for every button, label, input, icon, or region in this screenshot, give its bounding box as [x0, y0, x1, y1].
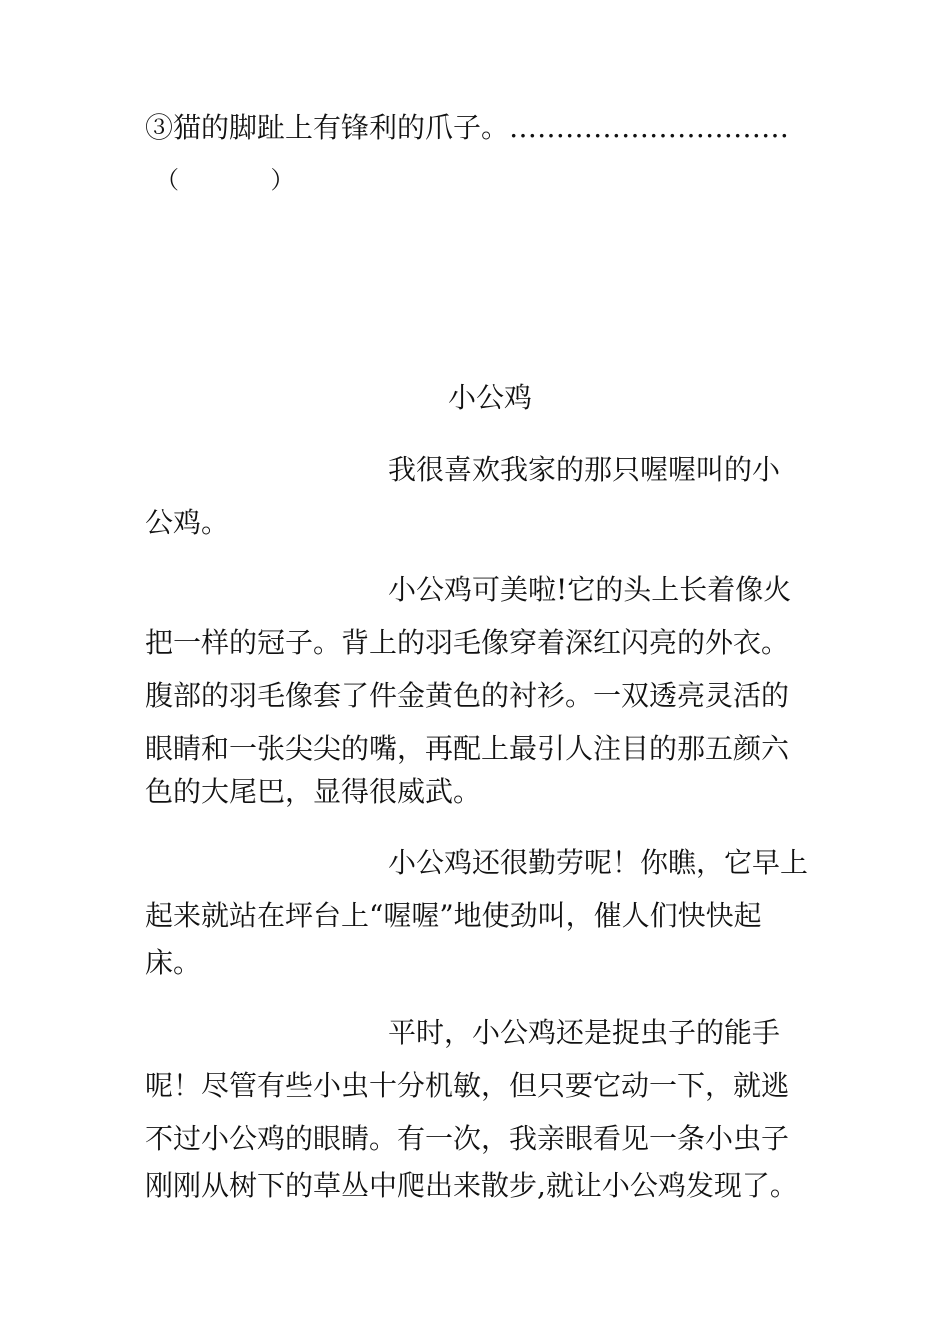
paragraph-2-line-5: 色的大尾巴，显得很威武。: [145, 775, 482, 808]
paragraph-2-line-1: 小公鸡可美啦!它的头上长着像火: [388, 573, 792, 606]
paragraph-4-line-2: 呢！尽管有些小虫十分机敏，但只要它动一下，就逃: [145, 1069, 790, 1102]
paragraph-3-line-2: 起来就站在坪台上“喔喔”地使劲叫，催人们快快起: [145, 899, 762, 932]
paragraph-1-line-1: 我很喜欢我家的那只喔喔叫的小: [388, 453, 781, 486]
question-3-text: ③猫的脚趾上有锋利的爪子。…………………………: [145, 111, 790, 144]
paragraph-3-line-1: 小公鸡还很勤劳呢！你瞧，它早上: [388, 846, 809, 879]
paragraph-4-line-4: 刚刚从树下的草丛中爬出来散步,就让小公鸡发现了。: [145, 1169, 798, 1202]
paragraph-2-line-2: 把一样的冠子。背上的羽毛像穿着深红闪亮的外衣。: [145, 626, 790, 659]
paragraph-2-line-4: 眼睛和一张尖尖的嘴，再配上最引人注目的那五颜六: [145, 732, 790, 765]
paragraph-3-line-3: 床。: [145, 946, 202, 979]
answer-parentheses: （ ）: [155, 166, 295, 194]
paragraph-4-line-3: 不过小公鸡的眼睛。有一次，我亲眼看见一条小虫子: [145, 1122, 790, 1155]
paragraph-4-line-1: 平时，小公鸡还是捉虫子的能手: [388, 1016, 781, 1049]
story-title: 小公鸡: [447, 381, 532, 414]
paragraph-1-line-2: 公鸡。: [145, 506, 230, 539]
paragraph-2-line-3: 腹部的羽毛像套了件金黄色的衬衫。一双透亮灵活的: [145, 679, 790, 712]
